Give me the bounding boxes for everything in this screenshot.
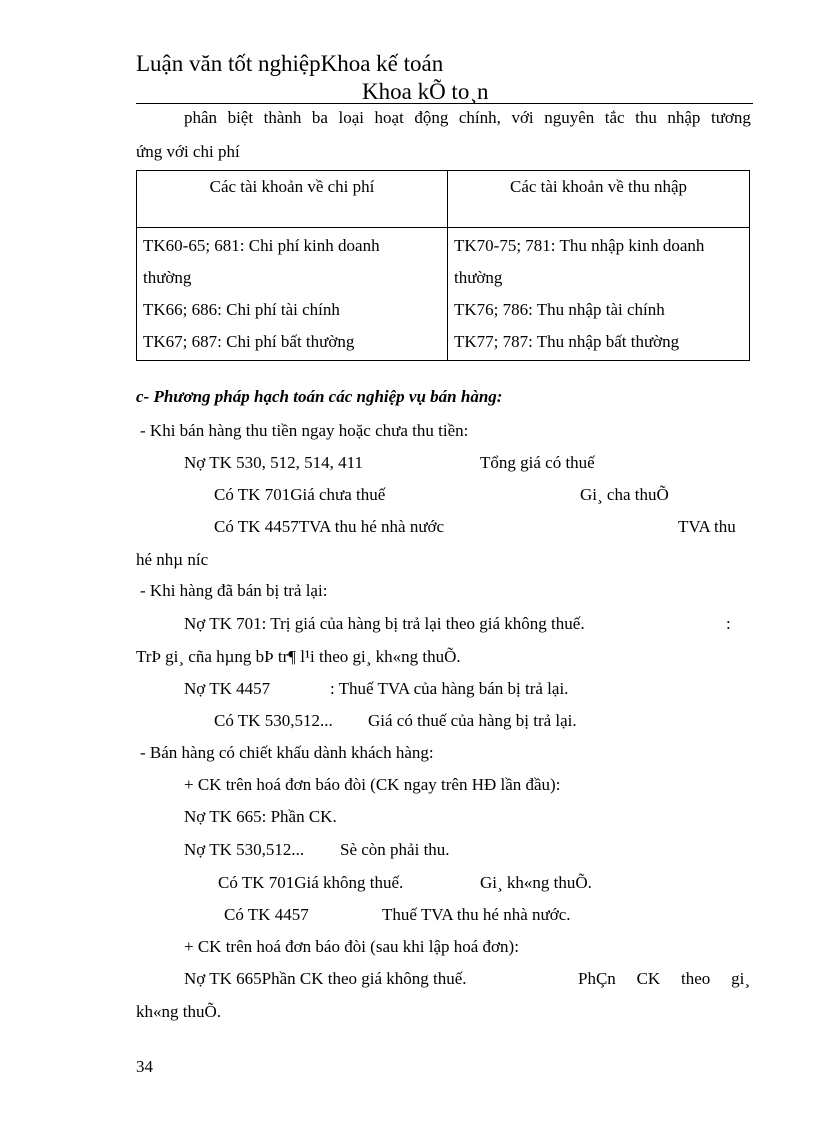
body-line: Nợ TK 530,512... [184, 840, 305, 859]
body-line: TVA thu [678, 517, 736, 536]
section-heading: c- Phương pháp hạch toán các nghiệp vụ bán hàng: [136, 387, 503, 406]
word: loại [338, 108, 364, 127]
body-line: Gi¸ kh«ng thuÕ. [480, 873, 592, 892]
table-header-row [137, 171, 750, 228]
expense-line: TK67; 687: Chi phí bất thường [143, 332, 355, 351]
word: CK [636, 969, 661, 988]
word: ba [311, 108, 328, 127]
body-line: Có TK 530,512... [214, 711, 333, 730]
expense-line: thường [143, 268, 192, 287]
word: thu [635, 108, 657, 127]
body-line: Có TK 4457 [224, 905, 309, 924]
income-line: thường [454, 268, 503, 287]
header-divider [136, 103, 753, 104]
body-line: : [726, 614, 731, 633]
word: phân [184, 108, 218, 127]
table-row [137, 228, 750, 361]
body-line: Giá có thuế của hàng bị trả lại. [368, 711, 577, 730]
body-line: - Khi bán hàng thu tiền ngay hoặc chưa thu tiền: [140, 421, 469, 440]
account-table [136, 170, 750, 361]
intro-paragraph-line-2: ứng với chi phí [136, 142, 240, 161]
word: chính, [458, 108, 501, 127]
income-line: TK76; 786: Thu nhập tài chính [454, 300, 665, 319]
intro-paragraph-line-1 [184, 107, 751, 129]
body-line: Có TK 701Giá chưa thuế [214, 485, 386, 504]
word: thành [263, 108, 302, 127]
body-line: Thuế TVA thu hé nhà nước. [382, 905, 571, 924]
body-line: - Bán hàng có chiết khấu dành khách hàng: [140, 743, 434, 762]
body-line: hé nhµ níc [136, 550, 209, 569]
income-line: TK70-75; 781: Thu nhập kinh doanh [454, 236, 705, 255]
body-line [578, 968, 750, 990]
body-line: Nợ TK 665Phần CK theo giá không thuế. [184, 969, 467, 988]
expense-line: TK60-65; 681: Chi phí kinh doanh [143, 236, 380, 255]
body-line: Nợ TK 4457 [184, 679, 271, 698]
body-line: - Khi hàng đã bán bị trả lại: [140, 581, 328, 600]
body-line: Có TK 4457TVA thu hé nhà nước [214, 517, 445, 536]
word: nhập [667, 108, 701, 127]
word: gi¸ [731, 969, 750, 988]
table-header-expenses: Các tài khoản về chi phí [137, 171, 448, 228]
header-subtitle: Khoa kÕ to¸n [362, 79, 489, 104]
header-title: Luận văn tốt nghiệpKhoa kế toán [136, 51, 444, 76]
word: biệt [227, 108, 254, 127]
body-line: Nợ TK 530, 512, 514, 411 [184, 453, 363, 472]
page-number: 34 [136, 1057, 153, 1076]
income-cell [448, 228, 750, 361]
body-line: : Thuế TVA của hàng bán bị trả lại. [330, 679, 569, 698]
word: theo [681, 969, 711, 988]
word: tương [710, 108, 751, 127]
word: PhÇn [578, 969, 616, 988]
body-line: kh«ng thuÕ. [136, 1002, 221, 1021]
word: nguyên [544, 108, 595, 127]
expense-line: TK66; 686: Chi phí tài chính [143, 300, 340, 319]
body-line: Tổng giá có thuế [480, 453, 595, 472]
body-line: Có TK 701Giá không thuế. [218, 873, 404, 892]
body-line: Nợ TK 701: Trị giá của hàng bị trả lại theo giá không thuế. [184, 614, 585, 633]
word: tắc [604, 108, 625, 127]
body-line: TrÞ gi¸ cña hµng bÞ tr¶ l¹i theo gi¸ kh«ng thuÕ. [136, 647, 461, 666]
body-line: + CK trên hoá đơn báo đòi (sau khi lập hoá đơn): [184, 937, 519, 956]
income-line: TK77; 787: Thu nhập bất thường [454, 332, 680, 351]
body-line: + CK trên hoá đơn báo đòi (CK ngay trên HĐ lần đầu): [184, 775, 561, 794]
body-line: Gi¸ cha thuÕ [580, 485, 669, 504]
expenses-cell [137, 228, 448, 361]
body-line: Sè còn phải thu. [340, 840, 450, 859]
word: hoạt [374, 108, 404, 127]
body-line: Nợ TK 665: Phần CK. [184, 807, 337, 826]
word: động [414, 108, 449, 127]
table-header-income: Các tài khoản về thu nhập [448, 171, 750, 228]
word: với [511, 108, 534, 127]
